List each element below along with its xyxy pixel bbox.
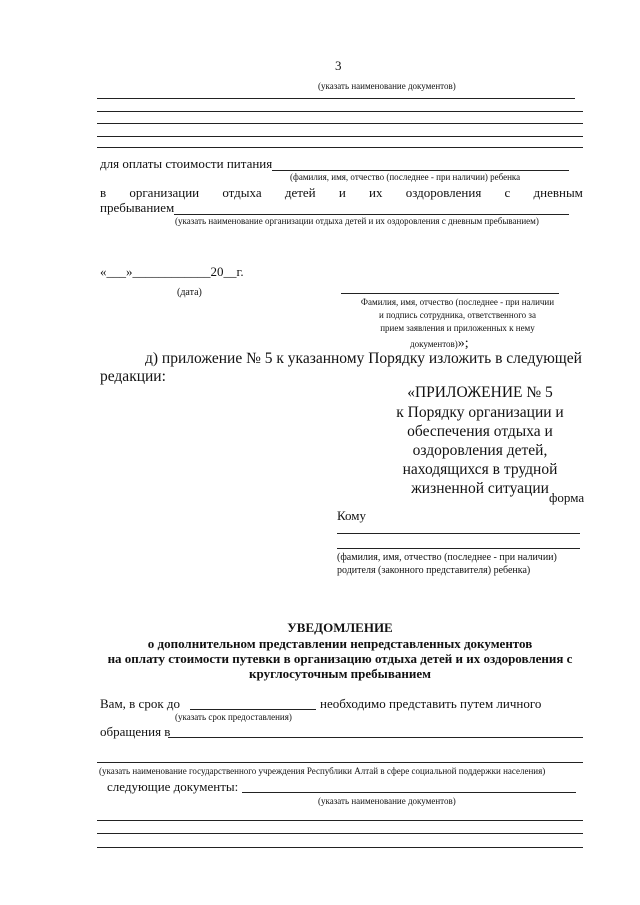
appendix-line: «ПРИЛОЖЕНИЕ № 5 [407, 384, 553, 401]
caption-institution: (указать наименование государственного учреждения Республики Алтай в сфере социальной поддержки населения) [99, 766, 546, 776]
fill-line [97, 98, 575, 99]
word: дневным [533, 185, 583, 200]
word: отдыха [222, 185, 262, 200]
organization-row [100, 185, 583, 201]
caption-documents: (указать наименование документов) [318, 81, 456, 91]
notice-subtitle-2: на оплату стоимости путевки в организацию отдыха детей и их оздоровления с [107, 651, 573, 666]
fill-line [97, 123, 583, 124]
deadline-suffix: необходимо представить путем личного [320, 696, 542, 711]
word: и [338, 185, 346, 200]
appeal-label: обращения в [100, 724, 171, 739]
deadline-line [190, 709, 316, 710]
recipient-line [337, 548, 580, 549]
child-name-line [272, 170, 569, 171]
form-label: форма [549, 490, 585, 505]
closing-quote: »; [457, 336, 469, 351]
appendix-line: оздоровления детей, [412, 442, 548, 459]
caption-deadline: (указать срок предоставления) [175, 712, 292, 722]
payment-label: для оплаты стоимости питания [100, 156, 273, 171]
fill-line [97, 847, 583, 848]
documents-label: следующие документы: [107, 779, 239, 794]
institution-line [168, 737, 583, 738]
fill-line [97, 111, 583, 112]
to-label: Кому [337, 508, 367, 523]
caption-documents-bottom: (указать наименование документов) [318, 796, 456, 806]
page-number: 3 [335, 58, 342, 73]
caption-employee-2: и подпись сотрудника, ответственного за [379, 310, 536, 320]
caption-employee-3: прием заявления и приложенных к нему [380, 323, 535, 333]
instruction-line-1: д) приложение № 5 к указанному Порядку изложить в следующей [145, 350, 582, 367]
word: в [100, 185, 107, 200]
fill-line [97, 820, 583, 821]
caption-child-name: (фамилия, имя, отчество (последнее - при наличии) ребенка [290, 172, 521, 182]
stay-label: пребыванием [100, 200, 175, 215]
notice-subtitle-3: круглосуточным пребыванием [249, 666, 431, 681]
appendix-line: находящихся в трудной [402, 461, 558, 478]
caption-organization: (указать наименование организации отдыха детей и их оздоровления с дневным пребыванием) [175, 216, 539, 226]
institution-line [97, 762, 583, 763]
appendix-line: жизненной ситуации [411, 480, 549, 497]
notice-subtitle-1: о дополнительном представлении непредставленных документов [147, 636, 533, 651]
signature-line [341, 293, 559, 294]
caption-date: (дата) [177, 287, 202, 298]
fill-line [97, 136, 583, 137]
word: их [369, 185, 383, 200]
word: детей [284, 185, 316, 200]
caption-parent-2: родителя (законного представителя) ребенка) [337, 565, 531, 576]
date-field: «___»____________20__г. [100, 264, 244, 279]
caption-employee-1: Фамилия, имя, отчество (последнее - при наличии [360, 297, 555, 307]
word: с [504, 185, 511, 200]
word: оздоровления [405, 185, 482, 200]
deadline-prefix: Вам, в срок до [100, 696, 181, 711]
caption-employee-4: документов) [410, 339, 458, 349]
documents-line [242, 792, 576, 793]
appendix-line: к Порядку организации и [396, 404, 564, 421]
organization-line [174, 214, 569, 215]
fill-line [97, 833, 583, 834]
word: организации [129, 185, 200, 200]
instruction-line-2: редакции: [100, 368, 166, 385]
notice-title: УВЕДОМЛЕНИЕ [287, 620, 393, 635]
appendix-line: обеспечения отдыха и [407, 423, 553, 440]
caption-parent-1: (фамилия, имя, отчество (последнее - при наличии) [337, 552, 557, 563]
recipient-line [337, 533, 580, 534]
fill-line [97, 147, 583, 148]
